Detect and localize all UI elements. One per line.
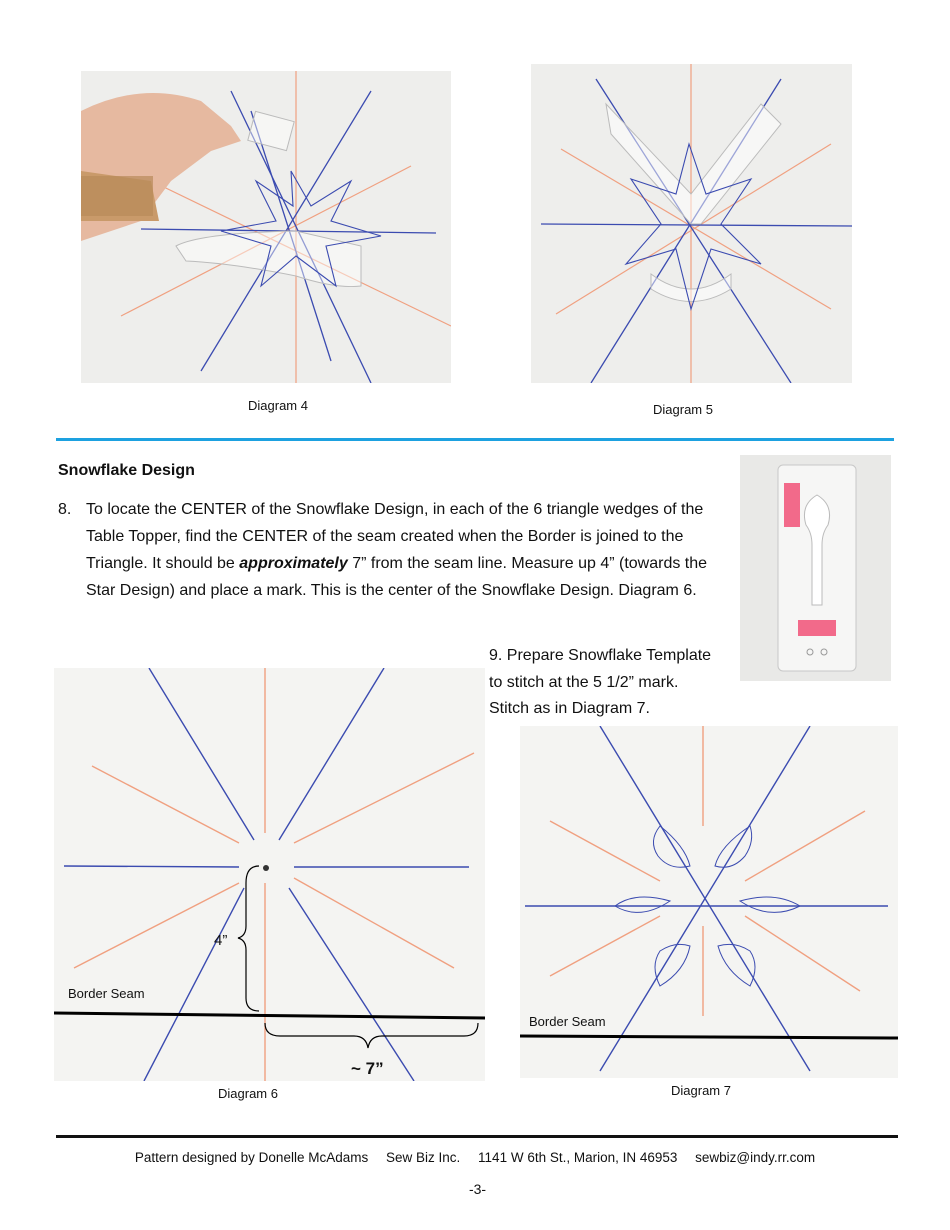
step-8-text-a: To locate the CENTER of the Snowflake Design, in each of the 6 triangle wedges of the Table Topper, find the CENTER of the seam created when the Border is joined to the Triangle. It should be: [86, 501, 704, 572]
diagram-6-4in-label: 4”: [214, 932, 228, 949]
diagram-4-photo: [81, 71, 451, 383]
diagram-6-7in-label: ~ 7”: [351, 1059, 384, 1078]
footer: [0, 1150, 950, 1165]
diagram-7-caption: Diagram 7: [671, 1083, 731, 1098]
diagram-5-illustration: [531, 64, 852, 383]
section-divider: [56, 438, 894, 441]
footer-divider: [56, 1135, 898, 1138]
footer-address: 1141 W 6th St., Marion, IN 46953: [478, 1150, 678, 1165]
step-8-text: [86, 496, 738, 604]
diagram-4-illustration: [81, 71, 451, 383]
step-8: [58, 496, 738, 604]
step-9-line-3: Stitch as in Diagram 7.: [489, 700, 650, 717]
diagram-7-photo: [520, 726, 898, 1078]
page-number: -3-: [468, 1181, 487, 1197]
diagram-6-border-seam-label: Border Seam: [68, 986, 145, 1001]
step-8-text-b: 7” from the seam line. Measure up 4” (towards the Star Design) and place a mark. This is the center of the Snowflake Design. Diagram 6.: [86, 555, 708, 599]
footer-designer: Pattern designed by Donelle McAdams: [134, 1150, 369, 1165]
diagram-4-caption: Diagram 4: [248, 398, 308, 413]
step-9-line-1: 9. Prepare Snowflake Template: [489, 647, 712, 664]
diagram-6-caption: Diagram 6: [218, 1086, 278, 1101]
section-heading: Snowflake Design: [58, 462, 195, 479]
snowflake-template-photo: [740, 455, 891, 681]
step-9: [489, 643, 739, 723]
diagram-6-illustration: [54, 668, 485, 1081]
diagram-5-photo: [531, 64, 852, 383]
step-8-emphasis: approximately: [239, 555, 348, 572]
step-9-line-2: to stitch at the 5 1/2” mark.: [489, 673, 679, 691]
footer-company: Sew Biz Inc.: [386, 1150, 461, 1165]
diagram-7-border-seam-label: Border Seam: [529, 1014, 606, 1029]
step-8-number: 8.: [58, 501, 72, 518]
footer-email: sewbiz@indy.rr.com: [695, 1150, 816, 1165]
snowflake-template-illustration: [740, 455, 891, 681]
diagram-6-photo: [54, 668, 485, 1081]
diagram-5-caption: Diagram 5: [653, 402, 713, 417]
